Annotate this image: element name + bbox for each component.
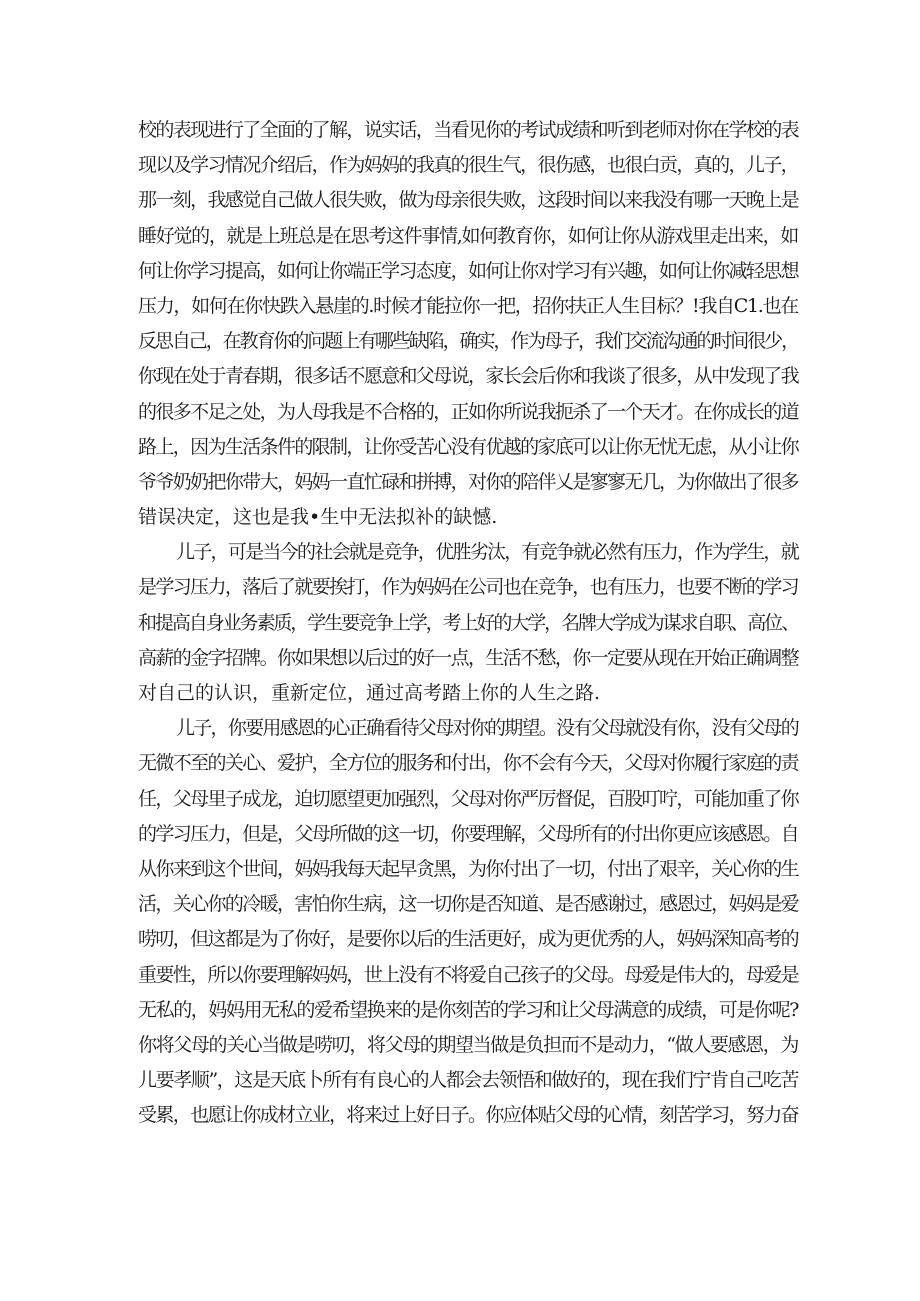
- text-line: 任，父母里子成龙，迫切愿望更加强烈，父母对你严厉督促，百股叮咛，可能加重了你: [138, 787, 798, 810]
- text-line: 你将父母的关心当做是唠叨，将父母的期望当做是负担而不是动力，“做人要感恩，为: [138, 1033, 798, 1056]
- text-line: 你现在处于青春期，很多话不愿意和父母说，家长会后你和我谈了很多，从中发现了我: [138, 365, 798, 388]
- text-line: 错误决定，这也是我•生中无法拟补的缺憾.: [138, 506, 498, 529]
- text-line: 和提高自身业务素质，学生要竞争上学，考上好的大学，名牌大学成为谋求自职、高位、: [138, 611, 798, 634]
- text-line: 受累，也愿让你成材立业，将来过上好日子。你应体贴父母的心情，刻苦学习，努力奋: [138, 1104, 798, 1127]
- text-line: 校的表现进行了全面的了解，说实话，当看见你的考试成绩和听到老师对你在学校的表: [138, 119, 798, 141]
- text-line: 反思自己，在教育你的问题上有哪些缺陷，确实，作为母子，我们交流沟通的时间很少，: [138, 330, 798, 353]
- text-line: 压力，如何在你快跌入悬崖的.时候才能拉你一把，招你扶正人生目标？!我自C1.也在: [138, 294, 798, 317]
- text-line: 对自己的认识，重新定位，通过高考踏上你的人生之路.: [138, 682, 601, 704]
- text-line: 爷爷奶奶把你带大，妈妈一直忙碌和拼搏，对你的陪伴乂是寥寥无几，为你做出了很多: [138, 470, 798, 493]
- text-line: 活，关心你的冷暖，害怕你生病，这一切你是否知道、是否感谢过，感恩过，妈妈是爱: [138, 893, 798, 916]
- text-line: 儿子，可是当今的社会就是竞争，优胜劣汰，有竞争就必然有压力，作为学生，就: [176, 541, 798, 564]
- text-line: 儿子，你要用感恩的心正确看待父母对你的期望。没有父母就没有你，没有父母的: [176, 717, 798, 740]
- text-line: 无私的，妈妈用无私的爱希望换来的是你刻苦的学习和让父母满意的成绩，可是你呢?: [138, 998, 798, 1021]
- text-line: 那一刻，我感觉自己做人很失败，做为母亲很失败，这段时间以来我没有哪一天晚上是: [138, 189, 798, 212]
- text-line: 儿要孝顺”，这是天底卜所有有良心的人都会去领悟和做好的，现在我们宁肯自己吃苦: [138, 1069, 798, 1092]
- paragraph: [138, 711, 798, 1133]
- text-line: 现以及学习情况介绍后，作为妈妈的我真的很生气，很伤感，也很白贡，真的，儿子，: [138, 154, 798, 177]
- text-line: 从你来到这个世间，妈妈我每天起早贪黑，为你付出了一切，付出了艰辛，关心你的生: [138, 857, 798, 880]
- paragraph: [138, 535, 798, 711]
- text-line: 路上，因为生活条件的限制，让你受苦心没有优越的家底可以让你无忧无虑，从小让你: [138, 435, 798, 458]
- text-line: 的学习压力，但是，父母所做的这一切，你要理解，父母所有的付出你更应该感恩。自: [138, 822, 798, 845]
- paragraph: [138, 113, 798, 535]
- text-line: 是学习压力，落后了就要挨打，作为妈妈在公司也在竞争，也有压力，也要不断的学习: [138, 576, 798, 599]
- text-line: 唠叨，但这都是为了你好，是要你以后的生活更好，成为更优秀的人，妈妈深知高考的: [138, 928, 798, 951]
- text-line: 重要性，所以你要理解妈妈，世上没有不将爱自己孩子的父母。母爱是伟大的，母爱是: [138, 963, 798, 986]
- text-line: 何让你学习提高，如何让你端正学习态度，如何让你对学习有兴趣，如何让你减轻思想: [138, 259, 798, 282]
- text-line: 睡好觉的，就是上班总是在思考这件事情,如何教育你，如何让你从游戏里走出来，如: [138, 224, 798, 247]
- text-line: 的很多不足之处，为人母我是不合格的，正如你所说我扼杀了一个天才。在你成长的道: [138, 400, 798, 423]
- document-body: [138, 113, 798, 1133]
- text-line: 高薪的金字招牌。你如果想以后过的好一点，生活不愁，你一定要从现在开始正确调整: [138, 646, 798, 669]
- text-line: 无微不至的关心、爱护，全方位的服务和付出，你不会有今天，父母对你履行家庭的责: [138, 752, 798, 775]
